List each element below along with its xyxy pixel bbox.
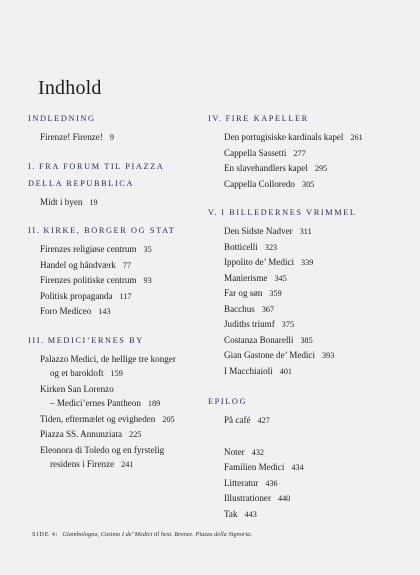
entry-title bbox=[40, 304, 210, 320]
entry-title bbox=[40, 273, 210, 289]
toc-entry[interactable] bbox=[224, 161, 408, 177]
section-heading-text: DELLA REPUBBLICA bbox=[28, 178, 135, 188]
toc-entry[interactable] bbox=[224, 177, 408, 193]
entry-title bbox=[40, 242, 210, 258]
entry-title-text: Firenze! Firenze! bbox=[40, 132, 103, 142]
entry-title bbox=[40, 195, 210, 211]
entry-title-text: Gian Gastone de’ Medici bbox=[224, 350, 315, 360]
toc-left-column bbox=[28, 110, 210, 473]
entry-title-text: residens i Firenze bbox=[50, 459, 115, 469]
entry-title-text: Judiths triumf bbox=[224, 319, 275, 329]
page-title: Indhold bbox=[38, 77, 102, 100]
entry-title bbox=[224, 413, 408, 429]
entry-title bbox=[40, 258, 210, 274]
entry-page-number: 385 bbox=[300, 335, 313, 345]
entry-title-text: – Medici’ernes Pantheon bbox=[50, 398, 141, 408]
section-number: I. bbox=[28, 161, 37, 171]
toc-section bbox=[208, 204, 408, 379]
entry-title-text: Den Sidste Nadver bbox=[224, 226, 293, 236]
toc-entry[interactable] bbox=[40, 352, 210, 382]
entry-page-number: 9 bbox=[109, 133, 114, 142]
entry-title-text: og et barokloft bbox=[50, 368, 104, 378]
toc-section bbox=[28, 222, 210, 320]
entry-page-number: 117 bbox=[119, 291, 132, 301]
entry-title bbox=[40, 443, 210, 458]
section-entries bbox=[28, 195, 210, 211]
entry-page-number: 295 bbox=[314, 164, 328, 173]
entry-title bbox=[224, 240, 408, 256]
section-heading bbox=[208, 110, 408, 127]
section-number: V. bbox=[208, 208, 219, 217]
entry-page-number: 375 bbox=[281, 320, 295, 329]
entry-title-text: Midt i byen bbox=[40, 196, 83, 207]
entry-title bbox=[224, 333, 408, 349]
entry-page-number: 432 bbox=[251, 447, 264, 457]
entry-title-text: Piazza SS. Annunziata bbox=[40, 429, 123, 439]
toc-section bbox=[28, 110, 210, 146]
section-heading-text: FIRE KAPELLER bbox=[225, 114, 309, 123]
section-heading bbox=[28, 332, 210, 349]
toc-entry[interactable] bbox=[40, 427, 210, 443]
entry-title bbox=[224, 286, 408, 302]
entry-title-text: En slavehandlers kapel bbox=[224, 163, 308, 173]
section-heading-text: EPILOG bbox=[208, 397, 248, 406]
toc-entry[interactable] bbox=[224, 507, 408, 523]
entry-page-number: 311 bbox=[299, 227, 312, 236]
section-heading bbox=[28, 222, 210, 239]
section-heading bbox=[28, 158, 210, 175]
entry-page-number: 277 bbox=[293, 148, 306, 158]
entry-title-text: Familien Medici bbox=[224, 462, 285, 472]
toc-entry[interactable] bbox=[224, 271, 408, 287]
entry-page-number: 205 bbox=[162, 414, 175, 424]
entry-title bbox=[224, 348, 408, 364]
entry-title bbox=[224, 255, 408, 271]
toc-entry[interactable] bbox=[224, 130, 408, 146]
entry-title-text: Cappella Colloredo bbox=[224, 178, 295, 189]
entry-title bbox=[40, 457, 210, 473]
entry-page-number: 143 bbox=[98, 307, 111, 316]
entry-title bbox=[40, 130, 210, 146]
entry-page-number: 436 bbox=[265, 478, 278, 488]
entry-title-text: Firenzes politiske centrum bbox=[40, 275, 137, 285]
toc-entry[interactable] bbox=[224, 491, 408, 507]
section-number: III. bbox=[28, 335, 45, 345]
toc-entry[interactable] bbox=[224, 317, 408, 333]
section-entries bbox=[208, 130, 408, 192]
entry-page-number: 339 bbox=[301, 258, 314, 267]
entry-title bbox=[40, 352, 210, 367]
entry-title-text: Costanza Bonarelli bbox=[224, 334, 294, 345]
entry-page-number: 427 bbox=[257, 416, 270, 425]
section-heading-text: MEDICI’ERNES BY bbox=[47, 335, 144, 345]
toc-entry[interactable] bbox=[224, 240, 408, 256]
toc-entry[interactable] bbox=[224, 333, 408, 349]
entry-page-number: 35 bbox=[143, 245, 152, 254]
entry-page-number: 440 bbox=[277, 494, 291, 503]
entry-title bbox=[224, 130, 408, 146]
entry-title-text: Kirken San Lorenzo bbox=[40, 383, 114, 394]
entry-page-number: 261 bbox=[350, 133, 363, 142]
toc-entry[interactable] bbox=[40, 443, 210, 473]
toc-entry[interactable] bbox=[40, 304, 210, 320]
section-heading-text: FRA FORUM TIL PIAZZA bbox=[39, 161, 165, 171]
entry-title-text: Ippolito de’ Medici bbox=[224, 257, 295, 267]
section-heading-text: I BILLEDERNES VRIMMEL bbox=[221, 208, 357, 217]
section-number: IV. bbox=[208, 114, 223, 123]
toc-entry[interactable] bbox=[224, 348, 408, 364]
entry-title-text: Politisk propaganda bbox=[40, 290, 113, 301]
entry-title bbox=[40, 396, 210, 412]
section-heading bbox=[208, 204, 408, 221]
toc-entry[interactable] bbox=[224, 302, 408, 318]
toc-section bbox=[208, 393, 408, 429]
entry-title bbox=[224, 364, 408, 380]
section-entries bbox=[208, 413, 408, 429]
entry-title-text: Bacchus bbox=[224, 303, 255, 314]
entry-title-text: Cappella Sassetti bbox=[224, 147, 287, 158]
entry-page-number: 393 bbox=[322, 351, 335, 360]
section-heading bbox=[208, 393, 408, 410]
entry-title-text: Handel og håndværk bbox=[40, 259, 116, 270]
entry-title-text: Manierisme bbox=[224, 272, 268, 283]
entry-title-text: I Macchiaioli bbox=[224, 365, 273, 376]
entry-title bbox=[224, 460, 408, 476]
toc-entry[interactable] bbox=[224, 364, 408, 380]
entry-page-number: 345 bbox=[274, 273, 287, 283]
entry-title bbox=[40, 412, 210, 428]
entry-page-number: 241 bbox=[121, 460, 134, 469]
entry-title bbox=[224, 302, 408, 318]
section-heading-text: KIRKE, BORGER OG STAT bbox=[43, 226, 176, 235]
section-heading-text: INDLEDNING bbox=[28, 114, 96, 123]
toc-section bbox=[28, 332, 210, 473]
entry-title-text: Palazzo Medici, de hellige tre konger bbox=[40, 353, 176, 364]
toc-entry[interactable] bbox=[224, 224, 408, 240]
section-entries bbox=[28, 352, 210, 473]
toc-entry[interactable] bbox=[40, 130, 210, 146]
entry-title bbox=[40, 382, 210, 397]
toc-entry[interactable] bbox=[40, 289, 210, 305]
entry-page-number: 359 bbox=[269, 289, 282, 298]
entry-title bbox=[224, 146, 408, 162]
entry-title bbox=[40, 427, 210, 443]
toc-section bbox=[28, 158, 210, 211]
section-heading bbox=[28, 175, 210, 192]
entry-page-number: 93 bbox=[143, 276, 152, 285]
section-number: II. bbox=[28, 226, 41, 235]
toc-entry[interactable] bbox=[224, 146, 408, 162]
entry-title-text: Illustrationer bbox=[224, 493, 271, 503]
image-caption bbox=[32, 531, 392, 538]
entry-title-text: På café bbox=[224, 415, 251, 425]
entry-title-text: Foro Mediceo bbox=[40, 306, 92, 316]
section-entries bbox=[208, 445, 408, 523]
entry-page-number: 367 bbox=[261, 304, 275, 314]
toc-section bbox=[208, 110, 408, 192]
entry-title bbox=[224, 271, 408, 287]
toc-entry[interactable] bbox=[40, 412, 210, 428]
entry-page-number: 225 bbox=[129, 430, 142, 439]
entry-title bbox=[224, 476, 408, 492]
entry-page-number: 434 bbox=[291, 463, 304, 472]
toc-entry[interactable] bbox=[40, 258, 210, 274]
entry-title-text: Den portugisiske kardinals kapel bbox=[224, 132, 344, 142]
entry-title-text: Far og søn bbox=[224, 288, 263, 298]
toc-section bbox=[208, 445, 408, 523]
caption-label: SIDE 4: bbox=[32, 531, 59, 538]
toc-right-column bbox=[208, 110, 408, 522]
toc-entry[interactable] bbox=[224, 413, 408, 429]
entry-title-text: Botticelli bbox=[224, 241, 258, 252]
toc-entry[interactable] bbox=[40, 382, 210, 412]
entry-title-text: Tiden, eftermælet og evigheden bbox=[40, 413, 156, 424]
entry-page-number: 19 bbox=[89, 197, 98, 207]
toc-entry[interactable] bbox=[40, 273, 210, 289]
entry-title bbox=[40, 289, 210, 305]
caption-text: Giambologna, Cosimo I de’ Medici til hest. Bronze. Piazza della Signoria. bbox=[62, 531, 253, 538]
entry-page-number: 323 bbox=[264, 242, 278, 252]
entry-title bbox=[224, 224, 408, 240]
entry-title-text: Noter bbox=[224, 446, 245, 457]
entry-title-text: Litteratur bbox=[224, 477, 259, 488]
entry-title bbox=[224, 317, 408, 333]
toc-entry[interactable] bbox=[224, 255, 408, 271]
entry-title-text: Firenzes religiøse centrum bbox=[40, 244, 137, 254]
section-heading bbox=[28, 110, 210, 127]
entry-title bbox=[224, 445, 408, 461]
section-entries bbox=[28, 242, 210, 320]
toc-entry[interactable] bbox=[224, 286, 408, 302]
entry-page-number: 189 bbox=[147, 399, 161, 408]
entry-page-number: 443 bbox=[244, 509, 257, 519]
entry-title-text: Eleonora di Toledo og en fyrstelig bbox=[40, 444, 165, 455]
entry-title-text: Tak bbox=[224, 508, 238, 519]
toc-entry[interactable] bbox=[40, 242, 210, 258]
section-entries bbox=[208, 224, 408, 379]
toc-entry[interactable] bbox=[40, 195, 210, 211]
entry-page-number: 401 bbox=[279, 366, 293, 376]
entry-page-number: 305 bbox=[301, 179, 315, 189]
toc-entry[interactable] bbox=[224, 460, 408, 476]
entry-title bbox=[40, 366, 210, 382]
toc-entry[interactable] bbox=[224, 476, 408, 492]
entry-title bbox=[224, 177, 408, 193]
entry-page-number: 159 bbox=[110, 369, 123, 378]
entry-title bbox=[224, 491, 408, 507]
entry-title bbox=[224, 507, 408, 523]
entry-page-number: 77 bbox=[122, 260, 131, 270]
section-entries bbox=[28, 130, 210, 146]
toc-entry[interactable] bbox=[224, 445, 408, 461]
entry-title bbox=[224, 161, 408, 177]
